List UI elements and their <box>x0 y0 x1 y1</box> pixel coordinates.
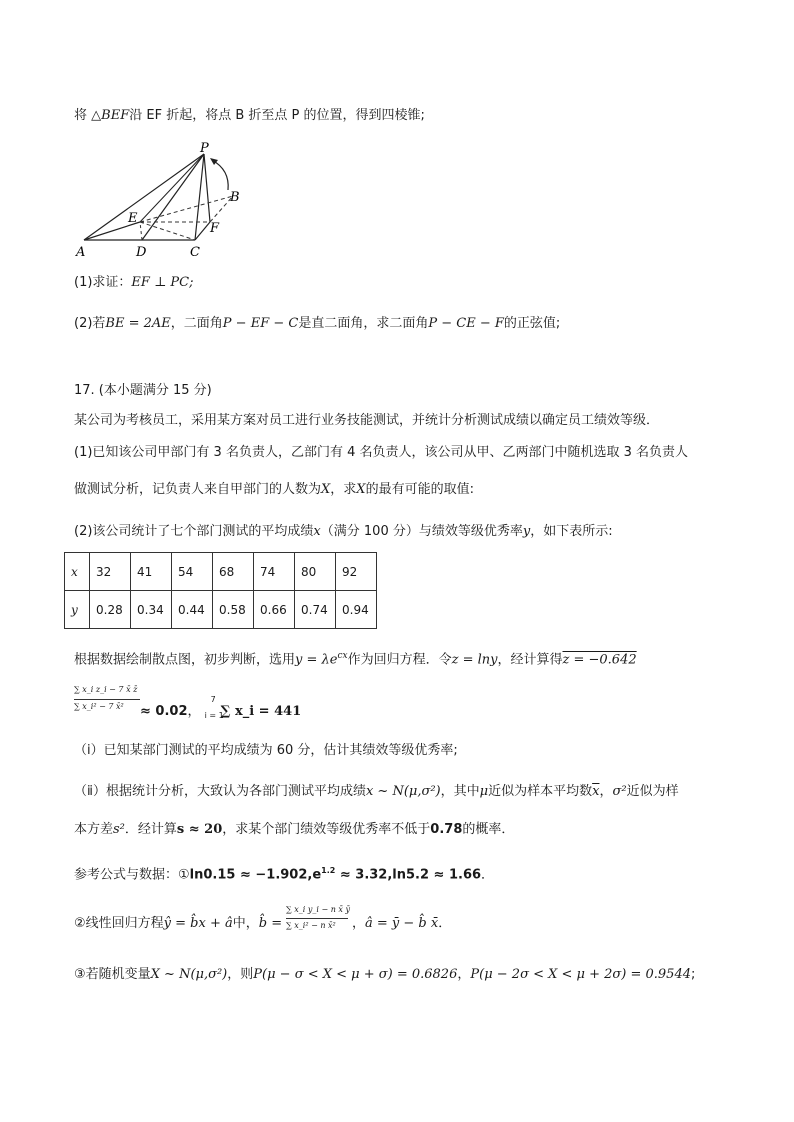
label-P: P <box>200 141 209 156</box>
q1-label: (1)求证： <box>74 275 132 290</box>
sub-question-2b <box>74 822 514 838</box>
reference-2-tail <box>352 916 451 932</box>
f3-d: ; <box>690 967 696 982</box>
reg-a: 根据数据绘制散点图，初步判断，选用 <box>74 652 296 668</box>
sub2-sigma: σ² <box>612 784 627 799</box>
q2-label: (2)若 <box>74 316 106 331</box>
fold-arrow <box>212 160 228 190</box>
edge-PD <box>142 154 204 240</box>
sub2-078: 0.78 <box>430 822 463 837</box>
q2-mid2: 是直二面角，求二面角 <box>298 316 429 331</box>
f2-a: ②线性回归方程 <box>74 916 164 931</box>
reference-1 <box>74 863 494 883</box>
label-E: E <box>128 211 138 226</box>
question-2 <box>74 316 560 332</box>
sub2-b: ，其中 <box>440 784 480 799</box>
edge-PE <box>140 154 204 222</box>
label-A: A <box>76 245 86 260</box>
label-F: F <box>210 221 220 236</box>
f2-bhat: b̂ = <box>258 916 283 931</box>
label-B: B <box>230 190 240 205</box>
ref-b: ln0.15 ≈ −1.902,e <box>189 867 322 883</box>
fraction-b <box>286 905 356 945</box>
part1-X: X <box>321 482 331 497</box>
triangle-symbol: △ <box>91 108 102 123</box>
reg-z: z = lny <box>451 652 498 668</box>
sub2-mu: μ <box>479 784 489 799</box>
f3-p1: P(μ − σ < X < μ + σ) = 0.6826 <box>253 967 458 982</box>
part2-y: y <box>522 524 531 539</box>
edge-PF <box>204 154 210 222</box>
table-cell: 0.74 <box>295 591 336 629</box>
table-cell: 74 <box>254 553 295 591</box>
part2-x: x <box>313 524 321 539</box>
pyramid-figure <box>70 140 250 262</box>
table-cell: 54 <box>172 553 213 591</box>
label-D: D <box>136 245 147 260</box>
sub2-h: ，求某个部门绩效等级优秀率不低于 <box>222 822 431 837</box>
table-row-y <box>65 591 377 629</box>
q1-expr: EF ⊥ PC; <box>131 275 194 290</box>
part2-c: ，如下表所示: <box>530 524 613 539</box>
fraction-value: ≈ 0.02 <box>140 704 188 719</box>
sub2-xbar: $\overline{x}$ <box>592 784 600 799</box>
sub2-i: 的概率． <box>462 822 515 837</box>
edge-CF <box>195 222 210 240</box>
table-cell: 0.94 <box>336 591 377 629</box>
sum-bottom: i = 1 <box>204 711 224 720</box>
ref-c: ≈ 3.32,ln5.2 ≈ 1.66 <box>335 867 482 883</box>
fraction-numerator: ∑ x_i z_i − 7 x̄ z̄ <box>74 685 138 694</box>
table-cell: 41 <box>131 553 172 591</box>
intro-line <box>74 108 425 124</box>
triangle-bef: BEF <box>101 108 130 123</box>
table-row-x <box>65 553 377 591</box>
f3-p2: P(μ − 2σ < X < μ + 2σ) = 0.9544 <box>470 967 691 982</box>
f2-c: ， <box>352 916 366 931</box>
sum-x: ∑ x_i = 441 <box>220 704 302 719</box>
part2-line <box>74 524 613 540</box>
sub2-s: s ≈ 20 <box>176 822 223 837</box>
regression-line <box>74 648 637 668</box>
dashed-EB <box>140 196 233 222</box>
fraction-b-numerator: ∑ x_i y_i − n x̄ ȳ <box>286 905 351 914</box>
part1-line-a: (1)已知该公司甲部门有 3 名负责人，乙部门有 4 名负责人，该公司从甲、乙两部门中随机选取 3 名负责人 <box>74 445 689 460</box>
edge-PA <box>84 154 204 240</box>
sub2-d: ， <box>599 784 613 799</box>
f2-d: ． <box>438 916 452 931</box>
reg-zbar: z = −0.642 <box>562 652 637 668</box>
q2-angle2: P − CE − F <box>428 316 504 331</box>
sub-question-2a <box>74 784 679 800</box>
ref-a: 参考公式与数据：① <box>74 867 190 883</box>
part2-b: （满分 100 分）与绩效等级优秀率 <box>320 524 523 539</box>
fraction-value-line: ≈ 0.02， 7 i = 1 ∑ x_i = 441 <box>140 695 302 720</box>
reference-3 <box>74 967 695 983</box>
reg-exp: cx <box>337 651 348 661</box>
q2-mid: ，二面角 <box>170 316 223 331</box>
sub2-dist: x ~ N(μ,σ²) <box>365 784 441 799</box>
part1-b3: 的最有可能的取值: <box>365 482 474 497</box>
part1-X-2: X <box>356 482 366 497</box>
table-cell: 0.44 <box>172 591 213 629</box>
part1-b1: 做测试分析，记负责人来自甲部门的人数为 <box>74 482 322 497</box>
table-cell: 0.58 <box>213 591 254 629</box>
sub2-e: 近似为样 <box>626 784 679 799</box>
table-cell: 0.34 <box>131 591 172 629</box>
label-C: C <box>190 245 200 260</box>
reg-c: ，经计算得 <box>497 652 563 668</box>
reg-model: y = λe <box>295 652 338 668</box>
data-table <box>64 552 377 629</box>
f3-b: ，则 <box>227 967 254 982</box>
intro-prefix: 将 <box>74 108 88 123</box>
table-cell: 80 <box>295 553 336 591</box>
dashed-DE <box>140 222 142 240</box>
question-1 <box>74 275 194 291</box>
reg-b: 作为回归方程．令 <box>347 652 452 668</box>
table-header-y: y <box>65 591 90 629</box>
sub2-g: ．经计算 <box>124 822 177 837</box>
table-cell: 32 <box>90 553 131 591</box>
fold-arrowhead <box>210 158 218 165</box>
problem-17-title: 17. (本小题满分 15 分) <box>74 383 212 398</box>
fraction-bar <box>74 699 140 700</box>
part1-line-b <box>74 482 474 498</box>
f2-b: 中， <box>232 916 259 931</box>
table-cell: 0.66 <box>254 591 295 629</box>
table-cell: 0.28 <box>90 591 131 629</box>
problem-17-intro: 某公司为考核员工，采用某方案对员工进行业务技能测试，并统计分析测试成绩以确定员工绩效等级． <box>74 413 660 428</box>
edge-PC <box>195 154 204 240</box>
q2-tail: 的正弦值; <box>503 316 561 331</box>
f3-a: ③若随机变量 <box>74 967 151 982</box>
ref-d: ． <box>481 867 495 883</box>
reference-2 <box>74 916 282 932</box>
fraction-denominator: ∑ x_i² − 7 x̄² <box>74 702 124 711</box>
sub-question-1: （ⅰ）已知某部门测试的平均成绩为 60 分，估计其绩效等级优秀率; <box>74 743 458 758</box>
sub2-f: 本方差 <box>74 822 114 837</box>
ref-b-exp: 1.2 <box>321 866 336 875</box>
part1-b2: ，求 <box>330 482 357 497</box>
q2-angle1: P − EF − C <box>222 316 299 331</box>
f3-dist: X ~ N(μ,σ²) <box>150 967 228 982</box>
sub2-c: 近似为样本平均数 <box>488 784 593 799</box>
sum-top: 7 <box>210 695 216 704</box>
part2-a: (2)该公司统计了七个部门测试的平均成绩 <box>74 524 314 539</box>
fraction-b-bar <box>286 918 348 919</box>
fraction-b-denominator: ∑ x_i² − n x̄² <box>286 921 336 930</box>
sum-limits <box>204 695 224 720</box>
intro-text: 沿 EF 折起，将点 B 折至点 P 的位置，得到四棱锥; <box>129 108 425 123</box>
f3-c: ， <box>457 967 471 982</box>
sub2-s2: s² <box>113 822 125 837</box>
q2-cond: BE = 2AE <box>105 316 171 331</box>
f2-ahat: â = ȳ − b̂ x̄ <box>365 916 439 931</box>
table-header-x: x <box>65 553 90 591</box>
table-cell: 68 <box>213 553 254 591</box>
sub2-a: （ⅱ）根据统计分析，大致认为各部门测试平均成绩 <box>74 784 366 799</box>
f2-eq: ŷ = b̂x + â <box>163 916 233 931</box>
table-cell: 92 <box>336 553 377 591</box>
